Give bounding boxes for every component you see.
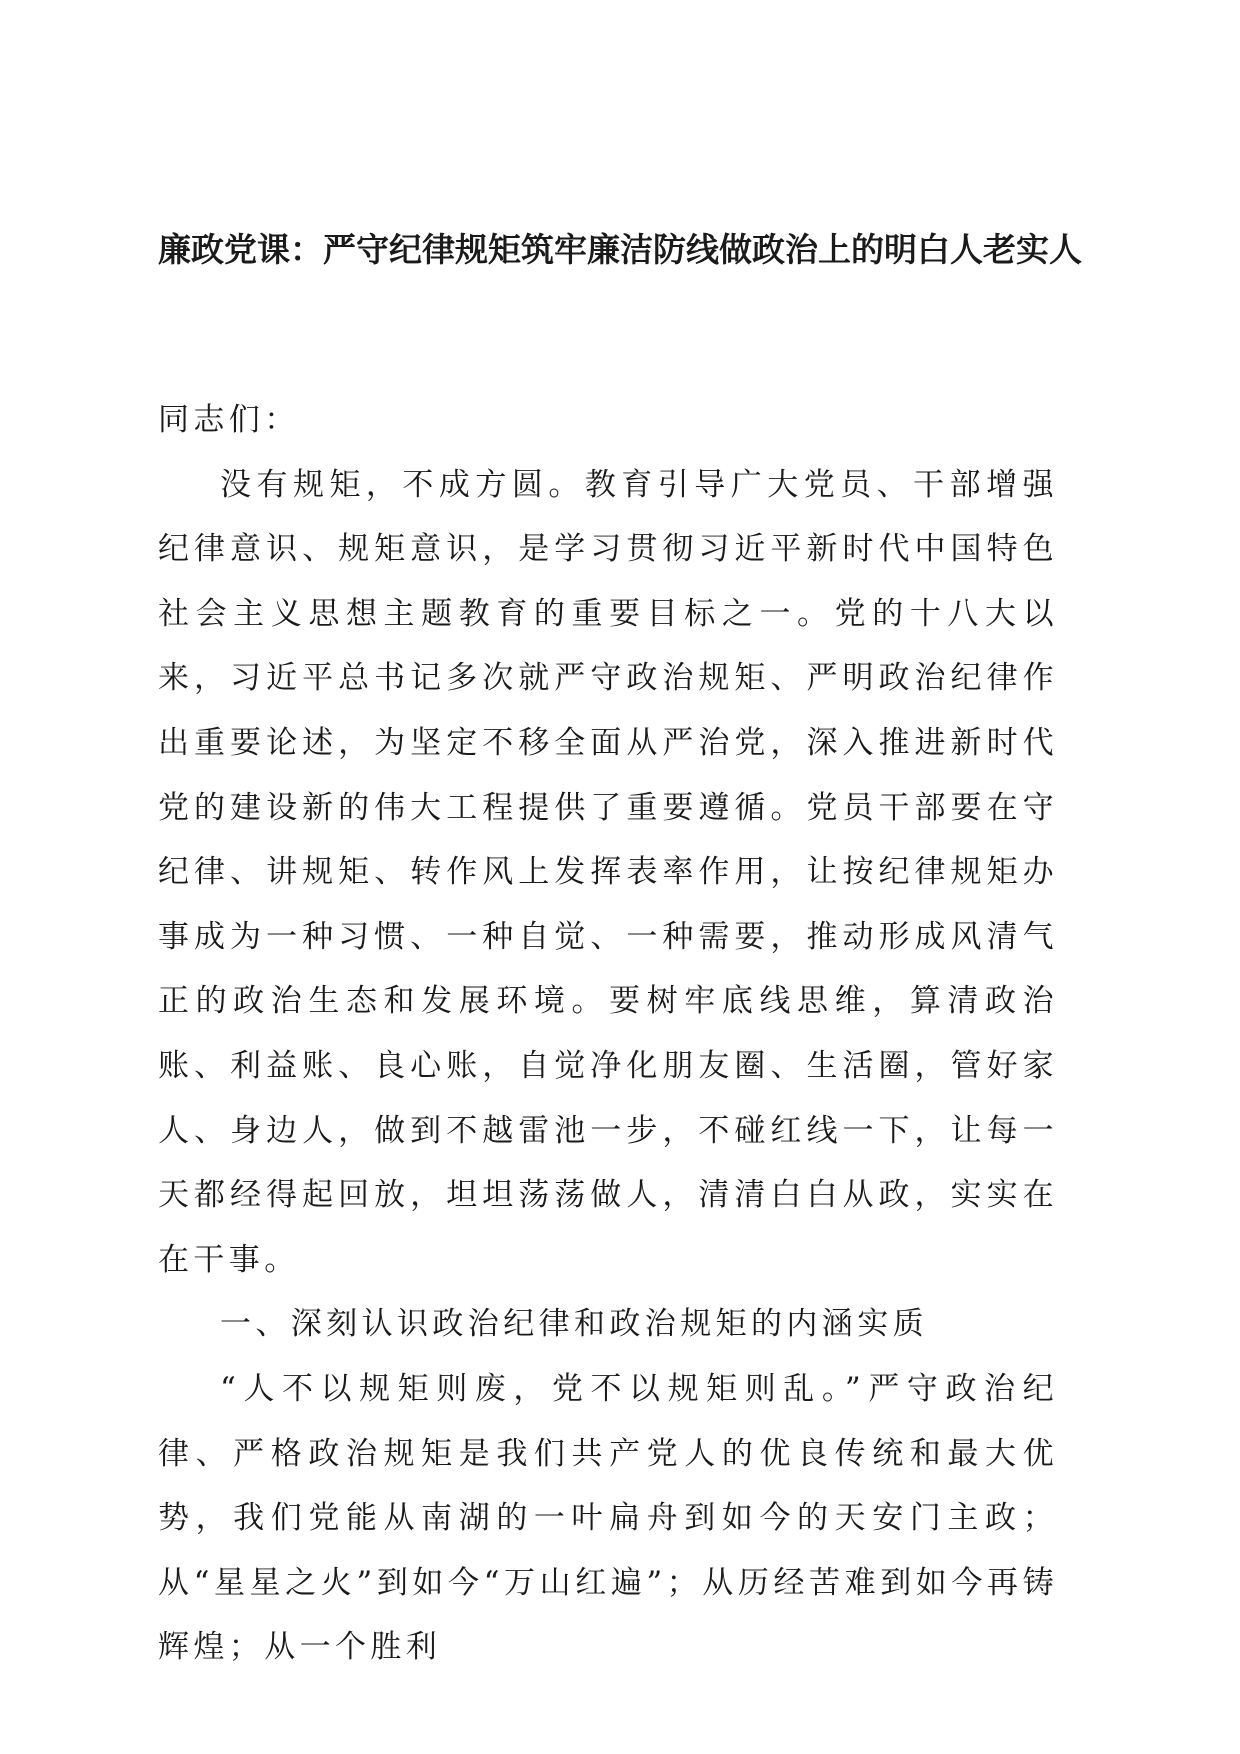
body-paragraph: 没有规矩，不成方圆。教育引导广大党员、干部增强纪律意识、规矩意识，是学习贯彻习近平新时代中国特色社会主义思想主题教育的重要目标之一。党的十八大以来，习近平总书记多次就严守政治规矩、严明政治纪律作出重要论述，为坚定不移全面从严治党，深入推进新时代党的建设新的伟大工程提供了重要遵循。党员干部要在守纪律、讲规矩、转作风上发挥表率作用，让按纪律规矩办事成为一种习惯、一种自觉、一种需要，推动形成风清气正的政治生态和发展环境。要树牢底线思维，算清政治账、利益账、良心账，自觉净化朋友圈、生活圈，管好家人、身边人，做到不越雷池一步，不碰红线一下，让每一天都经得起回放，坦坦荡荡做人，清清白白从政，实实在在干事。 [158, 466, 1058, 1278]
document-body [158, 388, 1058, 1680]
section-paragraph: “人不以规矩则废，党不以规矩则乱。”严守政治纪律、严格政治规矩是我们共产党人的优良传统和最大优势，我们党能从南湖的一叶扁舟到如今的天安门主政；从“星星之火”到如今“万山红遍”；从历经苦难到如今再铸辉煌；从一个胜利 [158, 1370, 1058, 1666]
section-heading: 一、深刻认识政治纪律和政治规矩的内涵实质 [220, 1306, 928, 1343]
document-title: 廉政党课：严守纪律规矩筑牢廉洁防线做政治上的明白人老实人 [158, 230, 1082, 269]
salutation: 同志们： [158, 402, 300, 438]
